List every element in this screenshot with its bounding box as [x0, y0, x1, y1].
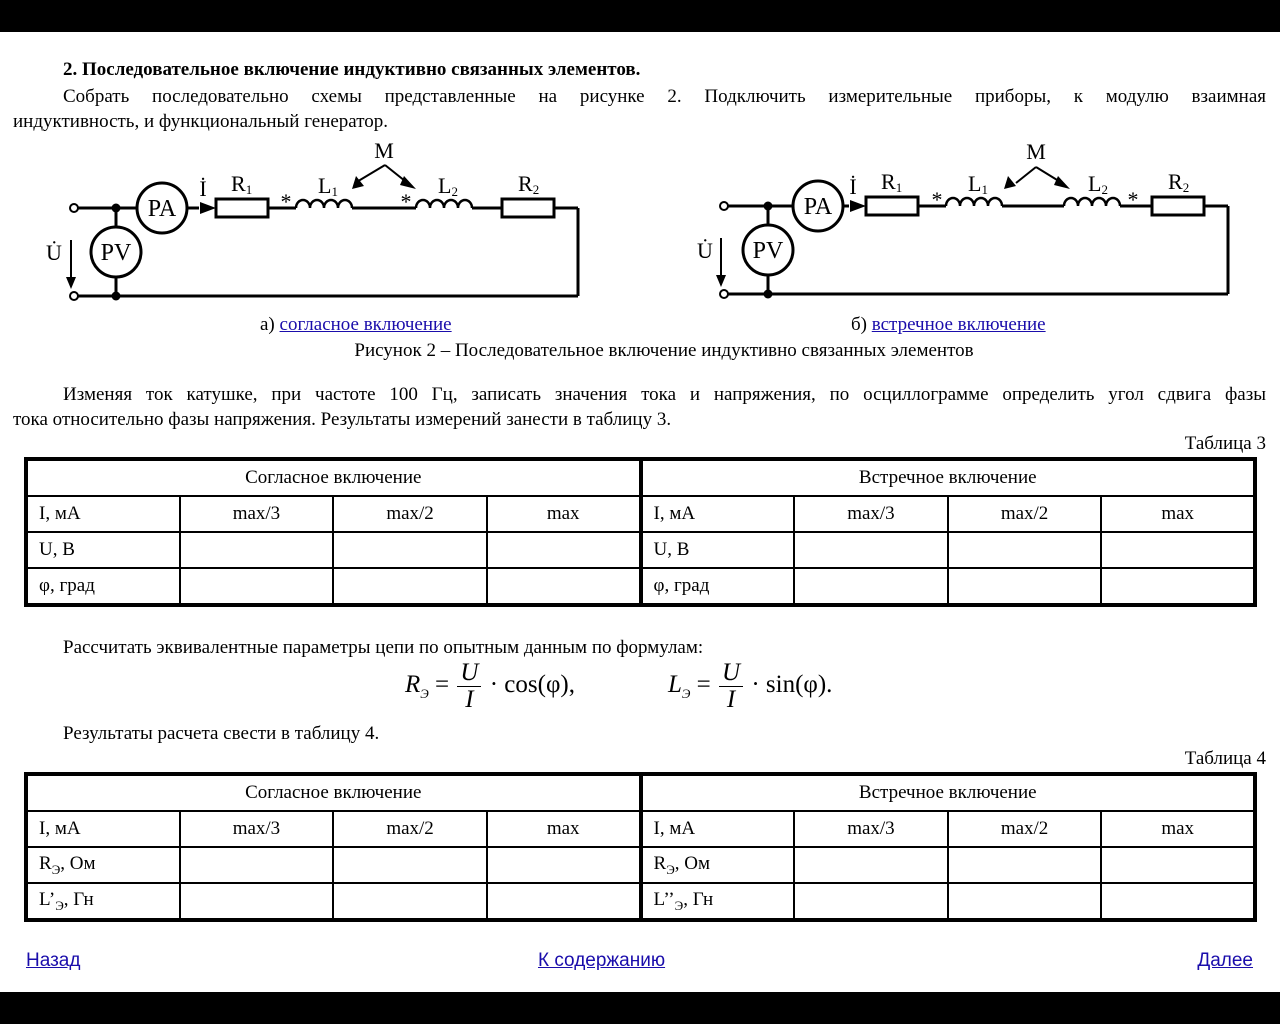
- table4-group-left: Согласное включение: [26, 774, 641, 811]
- formula-lhs: $L_Э$: [668, 671, 691, 702]
- table-cell-empty: [1101, 568, 1255, 605]
- table-cell: max/3: [794, 811, 948, 847]
- caption-b-link[interactable]: встречное включение: [871, 314, 1046, 335]
- table-row: [26, 496, 1255, 532]
- table-cell-empty: [1101, 847, 1255, 883]
- table-cell: I, мА: [641, 811, 795, 847]
- table-row: [26, 811, 1255, 847]
- terminal-node: [70, 204, 78, 212]
- table3-group-right: Встречное включение: [641, 459, 1256, 496]
- table-cell-empty: [180, 568, 334, 605]
- table-cell: φ, град: [641, 568, 795, 605]
- table-cell-empty: [948, 568, 1102, 605]
- table-cell: max/2: [333, 811, 487, 847]
- junction-node: [112, 204, 121, 213]
- table-cell: max: [487, 811, 641, 847]
- table-4: [24, 772, 1257, 922]
- table-cell: $R_Э$, Ом: [26, 847, 180, 883]
- table-cell-empty: [1101, 532, 1255, 568]
- voltage-label: U̇: [46, 240, 62, 265]
- table-cell-empty: [487, 532, 641, 568]
- caption-b: [851, 314, 1046, 336]
- circuit-diagram-b: [640, 132, 1260, 312]
- table-cell-empty: [794, 847, 948, 883]
- inductor-l1-label: L1: [318, 173, 338, 199]
- formula-fraction: $\frac{U}{I}$: [457, 660, 481, 713]
- intro-line-1: Собрать последовательно схемы представленные на рисунке 2. Подключить измерительные приборы, к модулю взаимная: [63, 86, 1266, 107]
- nav-back-link[interactable]: Назад: [26, 950, 81, 971]
- dot-marker-2: *: [1127, 187, 1139, 212]
- ammeter-label: PA: [147, 196, 177, 222]
- table-cell-empty: [794, 532, 948, 568]
- section-heading: 2. Последовательное включение индуктивно связанных элементов.: [63, 59, 641, 80]
- table-row: [26, 568, 1255, 605]
- voltmeter-label: PV: [752, 238, 784, 264]
- table-cell: U, В: [641, 532, 795, 568]
- table-cell: max/2: [948, 811, 1102, 847]
- terminal-node: [70, 292, 78, 300]
- mutual-label: M: [374, 138, 394, 163]
- ammeter-label: PA: [803, 194, 833, 220]
- table-cell-empty: [487, 568, 641, 605]
- intro-paragraph: [13, 84, 1266, 134]
- table-cell: max/3: [794, 496, 948, 532]
- mutual-arrow-right-icon: [1054, 176, 1070, 189]
- resistor-r2-label: R2: [1168, 169, 1190, 195]
- table-cell-empty: [180, 532, 334, 568]
- resistor-r1-label: R1: [231, 171, 253, 197]
- nav-contents-link[interactable]: К содержанию: [538, 950, 666, 971]
- caption-a-link[interactable]: согласное включение: [279, 314, 452, 335]
- current-arrow-icon: [850, 200, 866, 212]
- caption-a-prefix: а): [260, 314, 275, 335]
- table-cell-empty: [1101, 883, 1255, 920]
- table-cell: max/2: [333, 496, 487, 532]
- intro-line-2: индуктивность, и функциональный генератор.: [13, 111, 389, 132]
- inductor-l1-label: L1: [968, 171, 988, 197]
- instructions-paragraph: [13, 382, 1266, 432]
- table-cell-empty: [180, 883, 334, 920]
- figure-title: Рисунок 2 – Последовательное включение индуктивно связанных элементов: [354, 340, 974, 361]
- table4-group-right: Встречное включение: [641, 774, 1256, 811]
- voltage-arrow-icon: [66, 277, 76, 289]
- current-label: İ: [849, 174, 857, 199]
- table-cell: I, мА: [641, 496, 795, 532]
- table-cell-empty: [333, 532, 487, 568]
- mutual-arrow-left-icon: [1004, 176, 1016, 189]
- table-cell-empty: [487, 847, 641, 883]
- table-cell: I, мА: [26, 811, 180, 847]
- table-cell-empty: [948, 847, 1102, 883]
- current-arrow-icon: [200, 202, 216, 214]
- table-row: [26, 847, 1255, 883]
- formula-function: · sin(φ).: [751, 671, 833, 699]
- inductor-l2-label: L2: [1088, 171, 1108, 197]
- table-cell: max: [1101, 811, 1255, 847]
- instructions-line-1: Изменяя ток катушке, при частоте 100 Гц, записать значения тока и напряжения, по осциллограмме определить угол сдвига фазы: [63, 384, 1266, 405]
- inductor-l2-label: L2: [438, 173, 458, 199]
- formula-inductance: [668, 660, 832, 713]
- table-cell-empty: [180, 847, 334, 883]
- voltage-label: U̇: [697, 238, 713, 263]
- dot-marker-1: *: [931, 187, 943, 212]
- formula-equals: =: [696, 671, 711, 699]
- table-row: [26, 883, 1255, 920]
- table-cell-empty: [487, 883, 641, 920]
- table4-label: Таблица 4: [1184, 748, 1266, 769]
- table-cell-empty: [794, 883, 948, 920]
- table-cell-empty: [333, 568, 487, 605]
- table-cell: U, В: [26, 532, 180, 568]
- mutual-label: M: [1026, 139, 1046, 164]
- table3-label: Таблица 3: [1184, 433, 1266, 454]
- table-3: [24, 457, 1257, 607]
- table3-group-left: Согласное включение: [26, 459, 641, 496]
- formula-lhs: $R_Э$: [405, 671, 429, 702]
- dot-marker-2: *: [400, 189, 412, 214]
- formula-resistance: [405, 660, 575, 713]
- table-cell: max/2: [948, 496, 1102, 532]
- junction-node: [112, 292, 121, 301]
- calc-instruction: Рассчитать эквивалентные параметры цепи по опытным данным по формулам:: [63, 637, 704, 658]
- table-cell: max: [1101, 496, 1255, 532]
- current-label: İ: [199, 176, 207, 201]
- nav-next-link[interactable]: Далее: [1197, 950, 1253, 971]
- table-cell: max: [487, 496, 641, 532]
- table-cell: $R_Э$, Ом: [641, 847, 795, 883]
- formula-fraction: $\frac{U}{I}$: [719, 660, 743, 713]
- junction-node: [764, 202, 773, 211]
- page: [0, 32, 1280, 992]
- caption-a: [260, 314, 452, 336]
- table-cell-empty: [794, 568, 948, 605]
- dot-marker-1: *: [280, 189, 292, 214]
- voltage-arrow-icon: [716, 275, 726, 287]
- terminal-node: [720, 290, 728, 298]
- table-cell-empty: [333, 883, 487, 920]
- junction-node: [764, 290, 773, 299]
- table-cell: I, мА: [26, 496, 180, 532]
- formula-function: · cos(φ),: [489, 671, 575, 699]
- resistor-r2-label: R2: [518, 171, 540, 197]
- table-cell: max/3: [180, 811, 334, 847]
- voltmeter-label: PV: [100, 240, 132, 266]
- table-cell: max/3: [180, 496, 334, 532]
- table-cell: φ, град: [26, 568, 180, 605]
- table-cell-empty: [333, 847, 487, 883]
- table-row: [26, 459, 1255, 496]
- results-instruction: Результаты расчета свести в таблицу 4.: [63, 723, 380, 744]
- table-cell: $L’’_Э$, Гн: [641, 883, 795, 920]
- table-row: [26, 532, 1255, 568]
- resistor-r1-label: R1: [881, 169, 903, 195]
- table-cell-empty: [948, 532, 1102, 568]
- caption-b-prefix: б): [851, 314, 867, 335]
- table-cell-empty: [948, 883, 1102, 920]
- instructions-line-2: тока относительно фазы напряжения. Результаты измерений занести в таблицу 3.: [13, 409, 672, 430]
- circuit-diagram-a: [0, 132, 640, 312]
- table-cell: $L’_Э$, Гн: [26, 883, 180, 920]
- formula-equals: =: [435, 671, 450, 699]
- terminal-node: [720, 202, 728, 210]
- table-row: [26, 774, 1255, 811]
